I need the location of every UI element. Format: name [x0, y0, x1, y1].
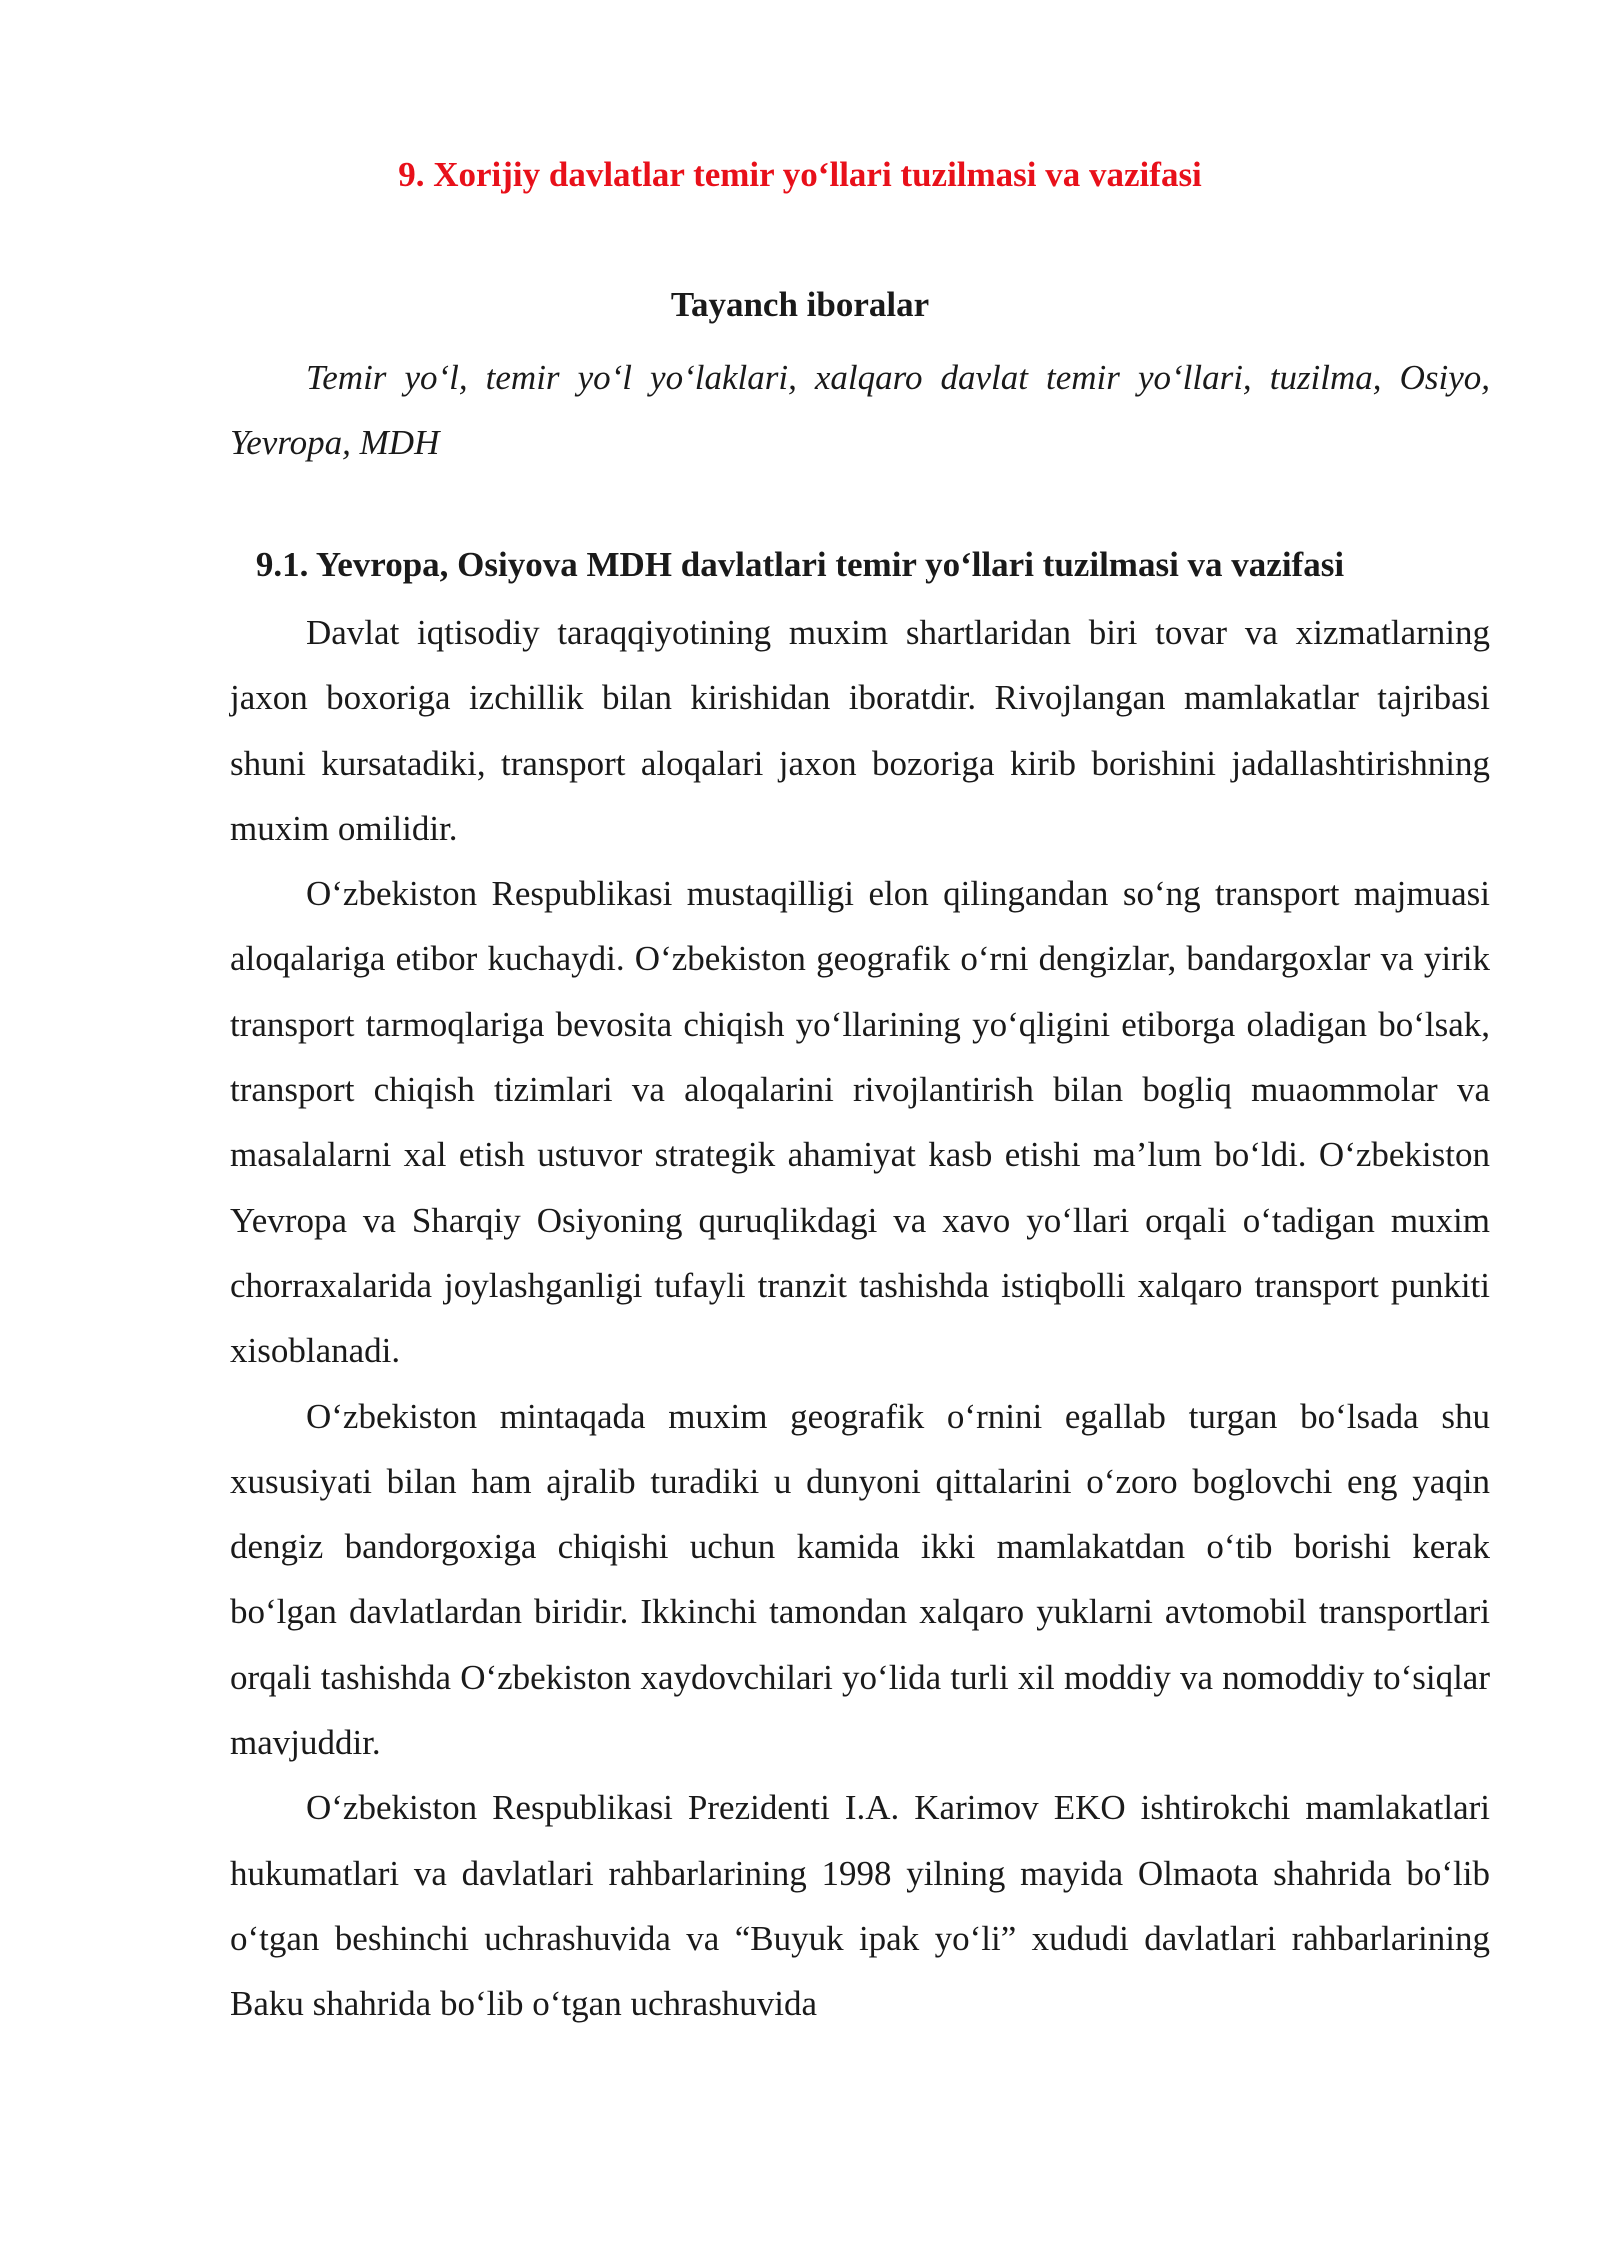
- paragraph: O‘zbekiston Respublikasi Prezidenti I.A. Karimov EKO ishtirokchi mamlakatlari hukumatlari va davlatlari rahbarlarining 1998 yilning mayida Olmaota shahrida bo‘lib o‘tgan beshinchi uchrashuvida va “Buyuk ipak yo‘li” xududi davlatlari rahbarlarining Baku shahrida bo‘lib o‘tgan uchrashuvida: [230, 1788, 1490, 2024]
- chapter-title: 9. Xorijiy davlatlar temir yo‘llari tuzilmasi va vazifasi: [398, 155, 1202, 194]
- keywords-text: Temir yo‘l, temir yo‘l yo‘laklari, xalqaro davlat temir yo‘llari, tuzilma, Osiyo, Yevropa, MDH: [230, 358, 1490, 462]
- keywords-heading: Tayanch iboralar: [670, 285, 930, 324]
- paragraph: O‘zbekiston Respublikasi mustaqilligi elon qilingandan so‘ng transport majmuasi aloqalariga etibor kuchaydi. O‘zbekiston geografik o‘rni dengizlar, bandargoxlar va yirik transport tarmoqlariga bevosita chiqish yo‘llarining yo‘qligini etiborga oladigan bo‘lsak, transport chiqish tizimlari va aloqalarini rivojlantirish bilan bogliq muaommolar va masalalarni xal etish ustuvor strategik ahamiyat kasb etishi ma’lum bo‘ldi. O‘zbekiston Yevropa va Sharqiy Osiyoning quruqlikdagi va xavo yo‘llari orqali o‘tadigan muxim chorraxalarida joylashganligi tufayli tranzit tashishda istiqbolli xalqaro transport punkiti xisoblanadi.: [230, 874, 1490, 1371]
- section-title: 9.1. Yevropa, Osiyova MDH davlatlari temir yo‘llari tuzilmasi va vazifasi: [255, 545, 1345, 584]
- body-text: [230, 600, 1490, 2037]
- paragraph: O‘zbekiston mintaqada muxim geografik o‘rnini egallab turgan bo‘lsada shu xususiyati bilan ham ajralib turadiki u dunyoni qittalarini o‘zoro boglovchi eng yaqin dengiz bandorgoxiga chiqishi uchun kamida ikki mamlakatdan o‘tib borishi kerak bo‘lgan davlatlardan biridir. Ikkinchi tamondan xalqaro yuklarni avtomobil transportlari orqali tashishda O‘zbekiston xaydovchilari yo‘lida turli xil moddiy va nomoddiy to‘siqlar mavjuddir.: [230, 1396, 1490, 1763]
- paragraph: Davlat iqtisodiy taraqqiyotining muxim shartlaridan biri tovar va xizmatlarning jaxon boxoriga izchillik bilan kirishidan iboratdir. Rivojlangan mamlakatlar tajribasi shuni kursatadiki, transport aloqalari jaxon bozoriga kirib borishini jadallashtirishning muxim omilidir.: [230, 613, 1490, 848]
